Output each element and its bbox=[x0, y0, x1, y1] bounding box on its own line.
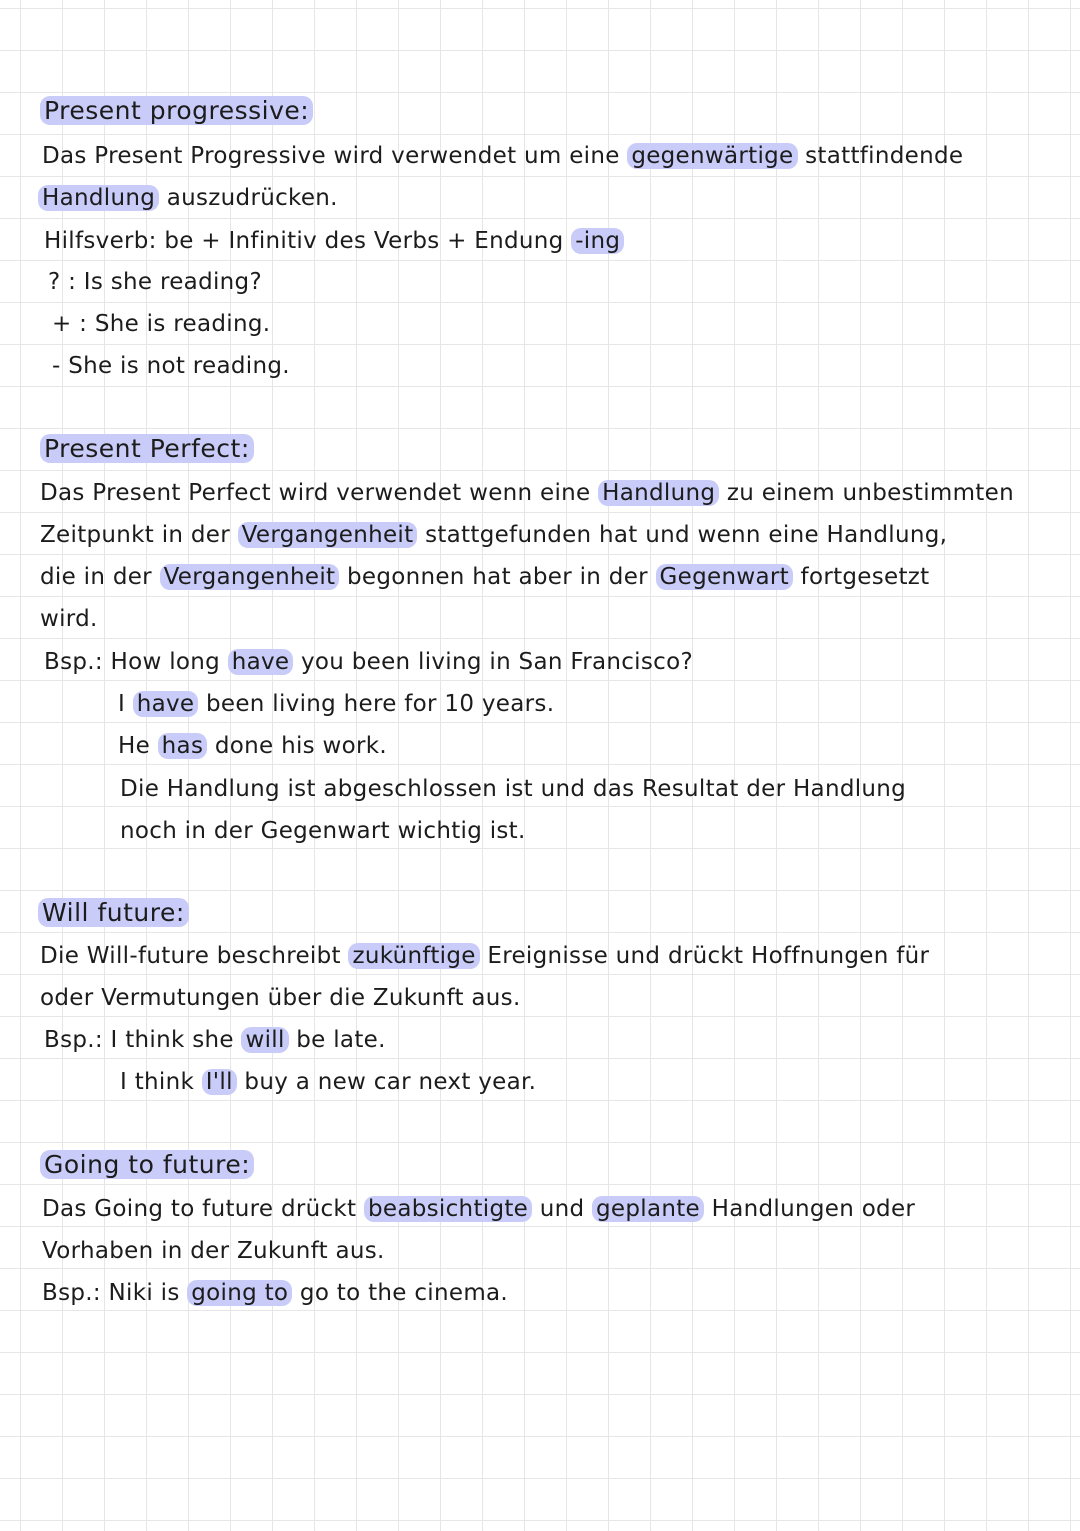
highlighted-term: gegenwärtige bbox=[627, 143, 797, 169]
highlighted-term: Gegenwart bbox=[656, 564, 793, 590]
highlighted-term: have bbox=[228, 649, 294, 675]
text-line bbox=[42, 141, 963, 171]
text: Zeitpunkt in der bbox=[40, 522, 231, 548]
example-line bbox=[44, 1025, 386, 1055]
text-line: wird. bbox=[40, 606, 98, 632]
example-line bbox=[120, 1067, 536, 1097]
example-positive: + : She is reading. bbox=[52, 311, 271, 337]
highlighted-term: will bbox=[241, 1027, 288, 1053]
text: Das Present Perfect wird verwendet wenn eine bbox=[40, 480, 591, 506]
text: Bsp.: How long bbox=[44, 649, 221, 675]
example-line bbox=[118, 689, 554, 719]
note-line: noch in der Gegenwart wichtig ist. bbox=[120, 818, 526, 844]
heading-text: Present progressive: bbox=[40, 96, 313, 125]
heading-text: Will future: bbox=[38, 898, 189, 927]
highlighted-term: Vergangenheit bbox=[238, 522, 418, 548]
text-line bbox=[42, 1194, 915, 1224]
heading-text: Going to future: bbox=[40, 1150, 254, 1179]
text: He bbox=[118, 733, 151, 759]
section-heading-going-to-future bbox=[40, 1150, 254, 1180]
text: Das Going to future drückt bbox=[42, 1196, 357, 1222]
example-negative: - She is not reading. bbox=[52, 353, 290, 379]
text: Hilfsverb: be + Infinitiv des Verbs + Endung bbox=[44, 228, 564, 254]
highlighted-term: geplante bbox=[592, 1196, 704, 1222]
heading-text: Present Perfect: bbox=[40, 434, 254, 463]
example-line bbox=[44, 647, 693, 677]
text-line: oder Vermutungen über die Zukunft aus. bbox=[40, 985, 521, 1011]
highlighted-term: Vergangenheit bbox=[160, 564, 340, 590]
text-line bbox=[40, 562, 929, 592]
text: zu einem unbestimmten bbox=[726, 480, 1014, 506]
text: be late. bbox=[296, 1027, 386, 1053]
text: Ereignisse und drückt Hoffnungen für bbox=[487, 943, 930, 969]
text: I bbox=[118, 691, 126, 717]
text: Die Will-future beschreibt bbox=[40, 943, 341, 969]
text: you been living in San Francisco? bbox=[300, 649, 693, 675]
text: stattfindende bbox=[805, 143, 964, 169]
text-line bbox=[40, 478, 1014, 508]
text-line bbox=[38, 183, 338, 213]
highlighted-term: -ing bbox=[571, 228, 624, 254]
text: been living here for 10 years. bbox=[205, 691, 555, 717]
text: done his work. bbox=[214, 733, 387, 759]
text: go to the cinema. bbox=[299, 1280, 509, 1306]
text-line bbox=[40, 941, 929, 971]
text: Handlungen oder bbox=[711, 1196, 916, 1222]
text: buy a new car next year. bbox=[244, 1069, 537, 1095]
example-question: ? : Is she reading? bbox=[48, 269, 262, 295]
text: begonnen hat aber in der bbox=[346, 564, 648, 590]
highlighted-term: I'll bbox=[202, 1069, 237, 1095]
section-heading-present-perfect bbox=[40, 434, 254, 464]
highlighted-term: has bbox=[158, 733, 208, 759]
text: die in der bbox=[40, 564, 152, 590]
text: Bsp.: I think she bbox=[44, 1027, 234, 1053]
highlighted-term: have bbox=[133, 691, 199, 717]
section-heading-present-progressive bbox=[40, 96, 313, 126]
highlighted-term: Handlung bbox=[598, 480, 719, 506]
highlighted-term: beabsichtigte bbox=[364, 1196, 532, 1222]
text: stattgefunden hat und wenn eine Handlung, bbox=[425, 522, 948, 548]
text-line: Vorhaben in der Zukunft aus. bbox=[42, 1238, 385, 1264]
text: I think bbox=[120, 1069, 195, 1095]
highlighted-term: Handlung bbox=[38, 185, 159, 211]
formula-line bbox=[44, 226, 624, 256]
example-line bbox=[42, 1278, 508, 1308]
text: fortgesetzt bbox=[800, 564, 930, 590]
example-line bbox=[118, 731, 387, 761]
note-line: Die Handlung ist abgeschlossen ist und das Resultat der Handlung bbox=[120, 776, 907, 802]
text-line bbox=[40, 520, 947, 550]
text: Bsp.: Niki is bbox=[42, 1280, 180, 1306]
text: Das Present Progressive wird verwendet um eine bbox=[42, 143, 620, 169]
highlighted-term: going to bbox=[187, 1280, 292, 1306]
section-heading-will-future bbox=[38, 898, 189, 928]
text: auszudrücken. bbox=[166, 185, 338, 211]
highlighted-term: zukünftige bbox=[348, 943, 479, 969]
text: und bbox=[539, 1196, 585, 1222]
